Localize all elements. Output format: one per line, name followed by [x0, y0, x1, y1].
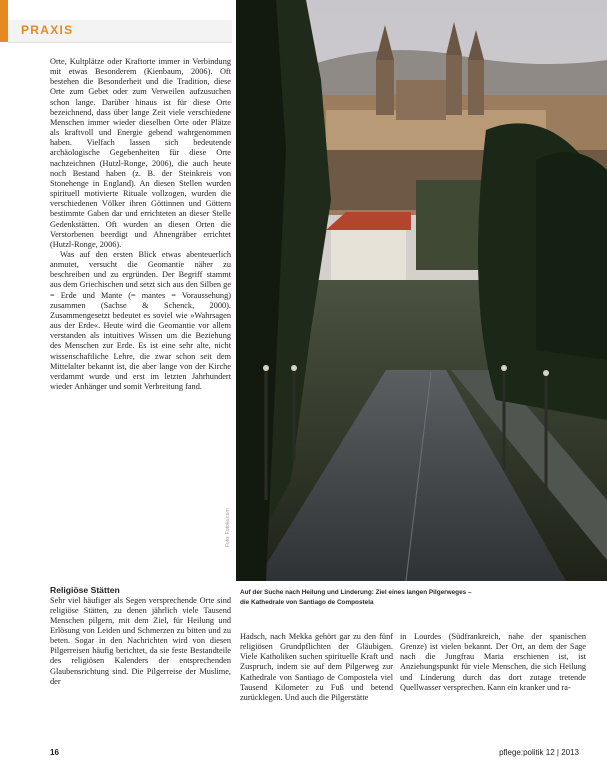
- magazine-issue: pflege:politik 12 | 2013: [499, 748, 579, 757]
- cathedral-photo: [236, 0, 607, 581]
- paragraph: Hadsch, nach Mekka gehört gar zu den fünf religiösen Grundpflichten der Gläubigen. Viele Katholiken suchen spirituelle Kraft und Zuspruch, indem sie auf dem Pilgerweg zur Kathedrale von Santiago de Compostela viel Tausend Kilometer zu Fuß und betend zurücklegen. Und auch die Pilgerstätte: [240, 632, 393, 702]
- page-number: 16: [50, 748, 59, 757]
- caption-line-1: Auf der Suche nach Heilung und Linderung: Ziel eines langen Pilgerweges –: [240, 589, 472, 596]
- photo-credit: Foto: Fotolia.com: [225, 508, 231, 547]
- section-header: [8, 20, 232, 43]
- section-heading: Religiöse Stätten: [50, 585, 120, 595]
- article-column-2: [240, 632, 393, 703]
- article-column-1-lower: [50, 585, 231, 687]
- article-column-1: [50, 57, 231, 392]
- paragraph: Was auf den ersten Blick etwas abenteuerlich anmutet, versucht die Geomantie näher zu beschreiben und zu ergründen. Der Begriff stammt aus dem Griechischen und setzt sich aus den Silben ge = Erde und Mante (= mantes = Voraussehung) zusammen (Sachse & Schenck, 2000). Zusammengesetzt bedeutet es soviel wie »Wahrsagen aus der Erde«. Heute wird die Geomantie vor allem verstanden als intuitives Wissen um die Beziehung des Menschen zur Erde. Es ist eine sehr alte, nicht wissenschaftliche Lehre, die zwar schon seit dem Mittelalter bekannt ist, die aber lange von der Kirche verdammt wurde und erst im letzten Jahrhundert wieder Anhänger und somit Verbreitung fand.: [50, 249, 231, 391]
- paragraph: Orte, Kultplätze oder Kraftorte immer in Verbindung mit etwas Besonderem (Kienbaum, 2006). Oft bestehen die Besonderheit und die Tradition, diese Orte zum Gebet oder zum Verweilen aufzusuchen schon lange. Darüber hinaus ist für diese Orte bezeichnend, dass über lange Zeit viele verschiedene Menschen immer wieder dieselben Orte oder Plätze als kraftvoll und Energie gebend wahrgenommen haben. Vielfach lassen sich bedeutende archäologische Gegebenheiten für diese Orte nachzeichnen (Hutzl-Ronge, 2006), die auch heute noch Bestand haben (z. B. der Steinkreis von Stonehenge in England). An diesen Stellen wurden spirituell motivierte Rituale vollzogen, wurden die verschiedenen Völker ihren Göttinnen und Göttern bestimmte Gaben dar und errichteten an dieser Stelle Gedenkstätten. Oft wurden an diesen Orten die Verstorbenen beerdigt und Ahnengräber errichtet (Hutzl-Ronge, 2006).: [50, 57, 231, 249]
- photo-caption: [240, 588, 540, 608]
- section-label: PRAXIS: [21, 23, 74, 37]
- accent-bar: [0, 0, 8, 42]
- paragraph: Sehr viel häufiger als Segen versprechende Orte sind religiöse Stätten, zu denen jährlich viele Tausend Menschen pilgern, mit dem Ziel, für Heilung und Erlösung von Leiden und Schmerzen zu bitten und zu beten. Sogar in den Nachrichten wird von diesen Pilgerreisen häufig berichtet, da sie feste Bestandteile des religiösen Kalenders der entsprechenden Glaubensrichtung sind. Die Pilgerreise der Muslime, der: [50, 595, 231, 686]
- caption-line-2: die Kathedrale von Santiago de Compostela: [240, 599, 374, 606]
- article-column-3: [400, 632, 586, 693]
- paragraph: in Lourdes (Südfrankreich, nahe der spanischen Grenze) ist vielen bekannt. Der Ort, an dem der Sage nach die Jungfrau Maria erschienen ist, ist Anziehungspunkt für viele Menschen, die sich Heilung und Linderung durch das dort zutage tretende Quellwasser versprechen. Kann ein kranker und ra-: [400, 632, 586, 692]
